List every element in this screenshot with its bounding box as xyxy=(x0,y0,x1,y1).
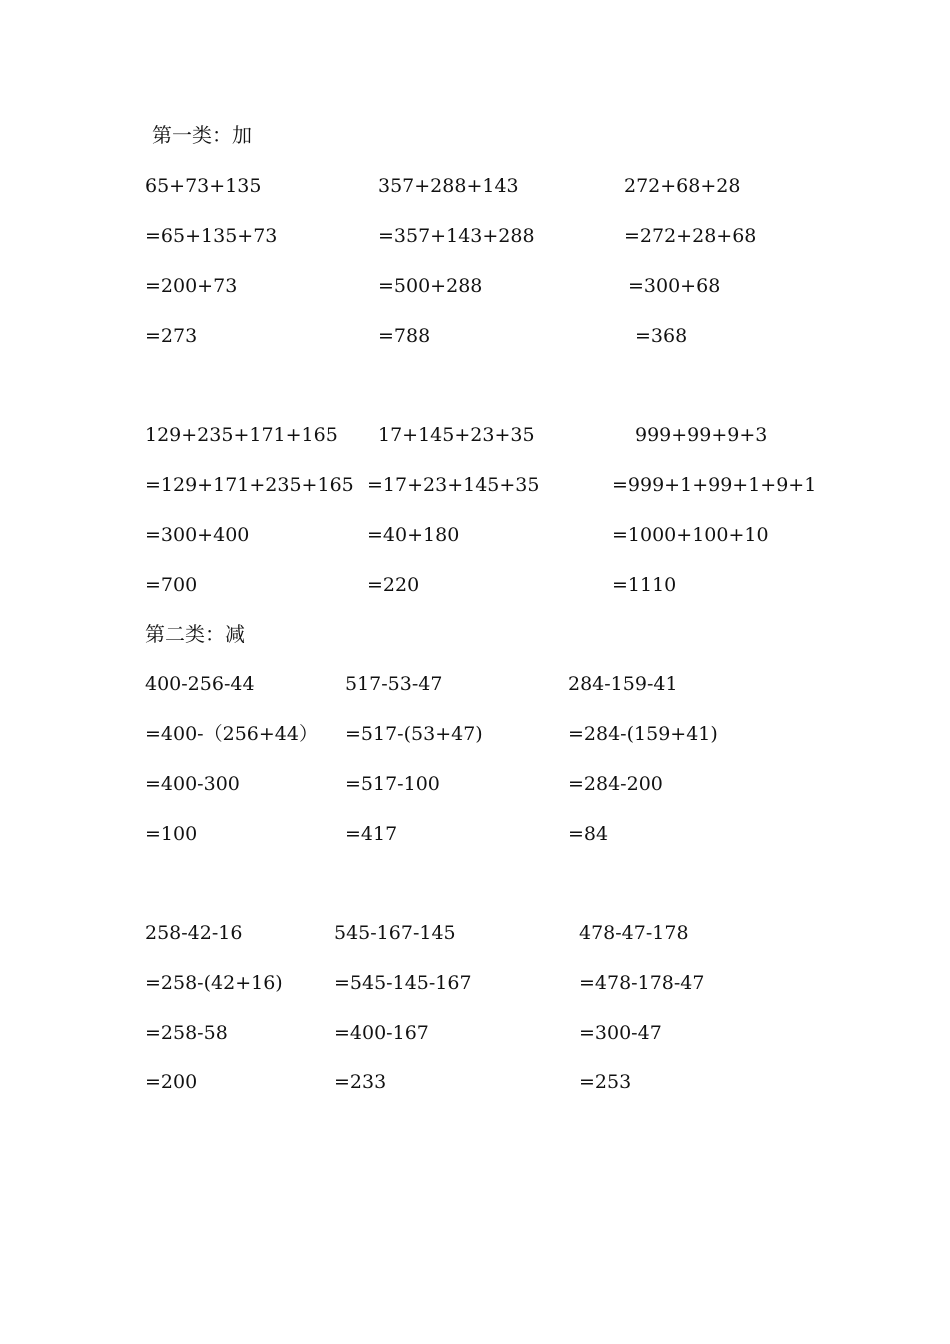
problem-answer: =100 xyxy=(145,823,198,845)
problem-step: =357+143+288 xyxy=(378,225,535,247)
problem-step: =40+180 xyxy=(367,524,460,546)
problem-step: =999+1+99+1+9+1 xyxy=(612,474,817,496)
problem-step: =400-167 xyxy=(334,1022,429,1044)
problem-expression: 357+288+143 xyxy=(378,175,519,197)
problem-step: =300-47 xyxy=(579,1022,662,1044)
section-heading-subtraction: 第二类：减 xyxy=(145,622,245,646)
problem-answer: =233 xyxy=(334,1071,387,1093)
problem-answer: =273 xyxy=(145,325,198,347)
problem-step: =1000+100+10 xyxy=(612,524,769,546)
problem-answer: =700 xyxy=(145,574,198,596)
problem-answer: =1110 xyxy=(612,574,677,596)
problem-step: =300+68 xyxy=(628,275,721,297)
problem-step: =545-145-167 xyxy=(334,972,472,994)
problem-answer: =368 xyxy=(635,325,688,347)
problem-step: =65+135+73 xyxy=(145,225,278,247)
problem-answer: =84 xyxy=(568,823,609,845)
problem-answer: =788 xyxy=(378,325,431,347)
problem-expression: 65+73+135 xyxy=(145,175,262,197)
problem-expression: 545-167-145 xyxy=(334,922,456,944)
problem-step: =500+288 xyxy=(378,275,483,297)
problem-step: =200+73 xyxy=(145,275,238,297)
section-heading-addition: 第一类：加 xyxy=(152,123,252,147)
problem-step: =400-300 xyxy=(145,773,240,795)
problem-answer: =253 xyxy=(579,1071,632,1093)
problem-step: =258-(42+16) xyxy=(145,972,283,994)
problem-step: =258-58 xyxy=(145,1022,228,1044)
problem-step: =517-100 xyxy=(345,773,440,795)
problem-expression: 129+235+171+165 xyxy=(145,424,338,446)
problem-expression: 17+145+23+35 xyxy=(378,424,535,446)
problem-step: =478-178-47 xyxy=(579,972,705,994)
problem-answer: =220 xyxy=(367,574,420,596)
problem-expression: 272+68+28 xyxy=(624,175,741,197)
problem-answer: =417 xyxy=(345,823,398,845)
problem-expression: 517-53-47 xyxy=(345,673,443,695)
problem-expression: 284-159-41 xyxy=(568,673,678,695)
problem-step: =17+23+145+35 xyxy=(367,474,540,496)
problem-expression: 258-42-16 xyxy=(145,922,243,944)
problem-step: =284-200 xyxy=(568,773,663,795)
problem-step: =300+400 xyxy=(145,524,250,546)
problem-answer: =200 xyxy=(145,1071,198,1093)
problem-step: =517-(53+47) xyxy=(345,723,483,745)
problem-step: =129+171+235+165 xyxy=(145,474,354,496)
problem-expression: 478-47-178 xyxy=(579,922,689,944)
problem-expression: 400-256-44 xyxy=(145,673,255,695)
problem-step: =400-（256+44） xyxy=(145,723,318,745)
problem-expression: 999+99+9+3 xyxy=(635,424,768,446)
problem-step: =284-(159+41) xyxy=(568,723,718,745)
problem-step: =272+28+68 xyxy=(624,225,757,247)
